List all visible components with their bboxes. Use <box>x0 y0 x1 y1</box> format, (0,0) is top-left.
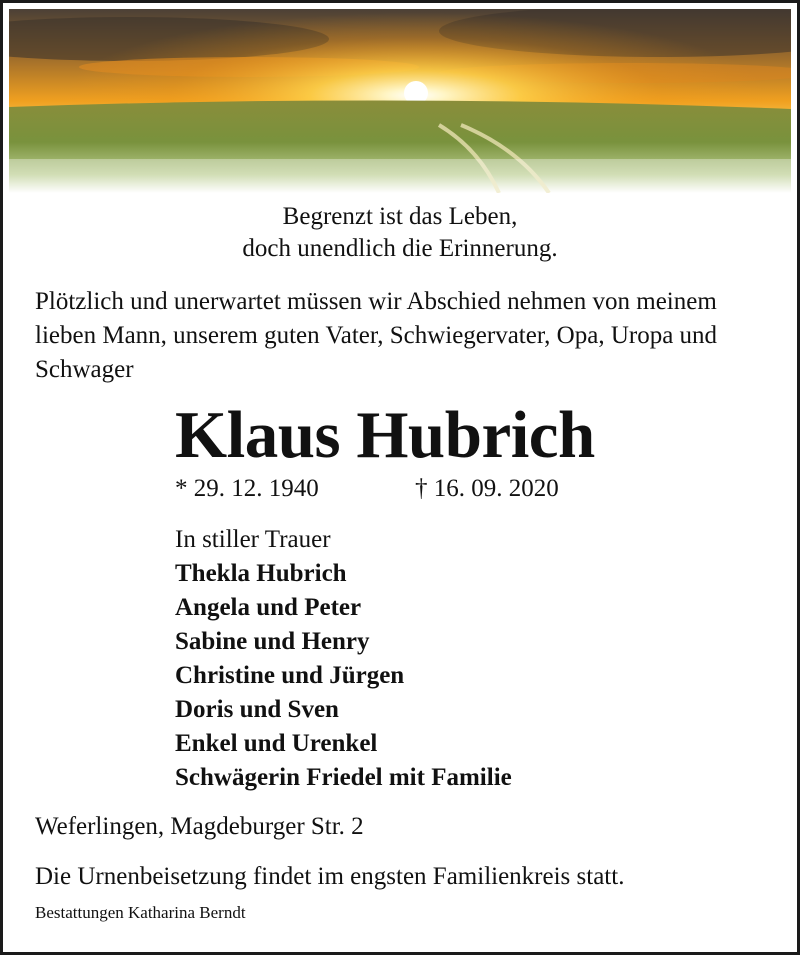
mourning-label: In stiller Trauer <box>175 526 331 553</box>
sunset-field-image <box>9 9 791 193</box>
list-item: Angela und Peter <box>175 594 362 621</box>
family-address: Weferlingen, Magdeburger Str. 2 <box>35 813 364 840</box>
mourners-list <box>175 557 512 795</box>
deceased-name: Klaus Hubrich <box>175 398 595 472</box>
death-date: † 16. 09. 2020 <box>415 475 559 502</box>
announcement-text: Plötzlich und unerwartet müssen wir Abschied nehmen von meinem lieben Mann, unserem guten Vater, Schwiegervater, Opa, Uropa und Schwager <box>35 288 718 383</box>
verse-line-1: Begrenzt ist das Leben, <box>282 203 518 230</box>
list-item: Doris und Sven <box>175 696 339 723</box>
list-item: Sabine und Henry <box>175 628 370 655</box>
list-item: Enkel und Urenkel <box>175 730 378 757</box>
list-item: Schwägerin Friedel mit Familie <box>175 764 512 791</box>
undertaker-name: Bestattungen Katharina Berndt <box>35 903 246 922</box>
birth-date: * 29. 12. 1940 <box>175 475 319 502</box>
verse-line-2: doch unendlich die Erinnerung. <box>242 235 558 262</box>
urn-burial-notice: Die Urnenbeisetzung findet im engsten Familienkreis statt. <box>35 863 625 890</box>
memorial-verse <box>3 201 797 265</box>
list-item: Christine und Jürgen <box>175 662 405 689</box>
list-item: Thekla Hubrich <box>175 560 347 587</box>
